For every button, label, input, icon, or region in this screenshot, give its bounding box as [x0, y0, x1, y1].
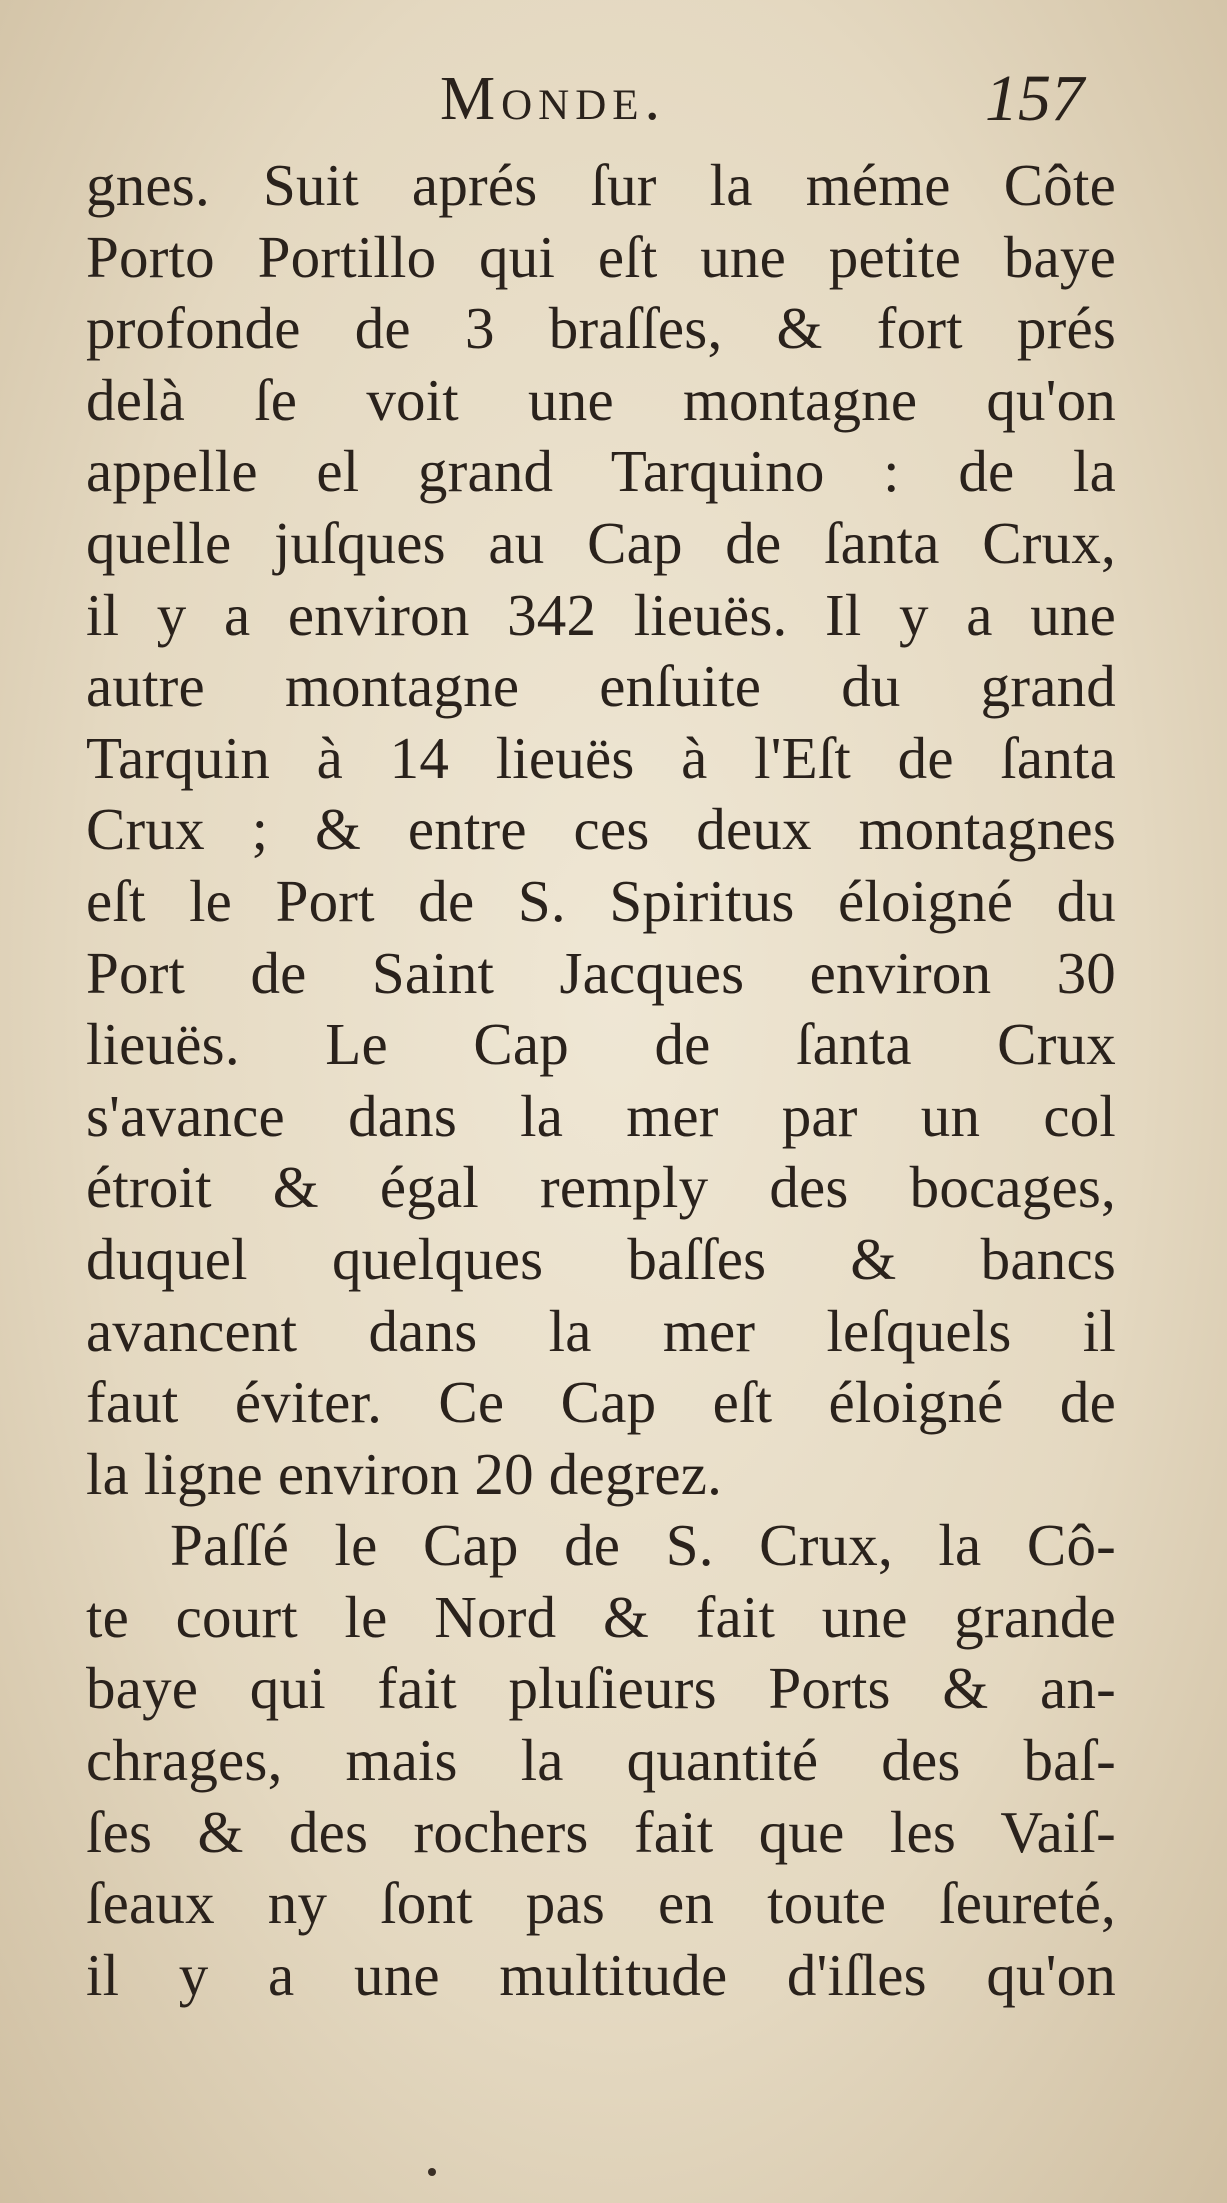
text-line: s'avance dans la mer par un col: [86, 1082, 1116, 1149]
text-line: Tarquin à 14 lieuës à l'Eſt de ſanta: [86, 724, 1116, 791]
text-line: étroit & égal remply des bocages,: [86, 1154, 1116, 1221]
text-line: Crux ; & entre ces deux montagnes: [86, 796, 1116, 863]
text-line: appelle el grand Tarquino : de la: [86, 438, 1116, 505]
text-line: faut éviter. Ce Cap eſt éloigné de: [86, 1369, 1116, 1436]
text-line: Port de Saint Jacques environ 30: [86, 939, 1116, 1006]
text-line: duquel quelques baſſes & bancs: [86, 1225, 1116, 1292]
text-line: ſeaux ny ſont pas en toute ſeureté,: [86, 1870, 1116, 1937]
text-line: delà ſe voit une montagne qu'on: [86, 366, 1116, 433]
page-number: 157: [985, 62, 1084, 135]
text-line: avancent dans la mer leſquels il: [86, 1297, 1116, 1364]
text-line: eſt le Port de S. Spiritus éloigné du: [86, 867, 1116, 934]
text-line: la ligne environ 20 degrez.: [86, 1440, 723, 1507]
text-line: Porto Portillo qui eſt une petite baye: [86, 223, 1116, 290]
text-line: te court le Nord & fait une grande: [86, 1583, 1116, 1650]
text-line: il y a environ 342 lieuës. Il y a une: [86, 581, 1116, 648]
text-line: profonde de 3 braſſes, & fort prés: [86, 295, 1116, 362]
text-line: il y a une multitude d'iſles qu'on: [86, 1941, 1116, 2008]
body-text: [86, 150, 1116, 2011]
running-title: Monde.: [440, 65, 667, 133]
text-line: Paſſé le Cap de S. Crux, la Cô-: [170, 1512, 1116, 1579]
text-line: lieuës. Le Cap de ſanta Crux: [86, 1011, 1116, 1078]
text-line: gnes. Suit aprés ſur la méme Côte: [86, 152, 1116, 218]
text-line: chrages, mais la quantité des baſ-: [86, 1727, 1116, 1794]
text-line: quelle juſques au Cap de ſanta Crux,: [86, 509, 1116, 576]
ink-dot: [428, 2168, 436, 2176]
text-line: baye qui fait pluſieurs Ports & an-: [86, 1655, 1116, 1722]
text-line: ſes & des rochers fait que les Vaiſ-: [86, 1798, 1116, 1865]
text-line: autre montagne enſuite du grand: [86, 653, 1116, 720]
